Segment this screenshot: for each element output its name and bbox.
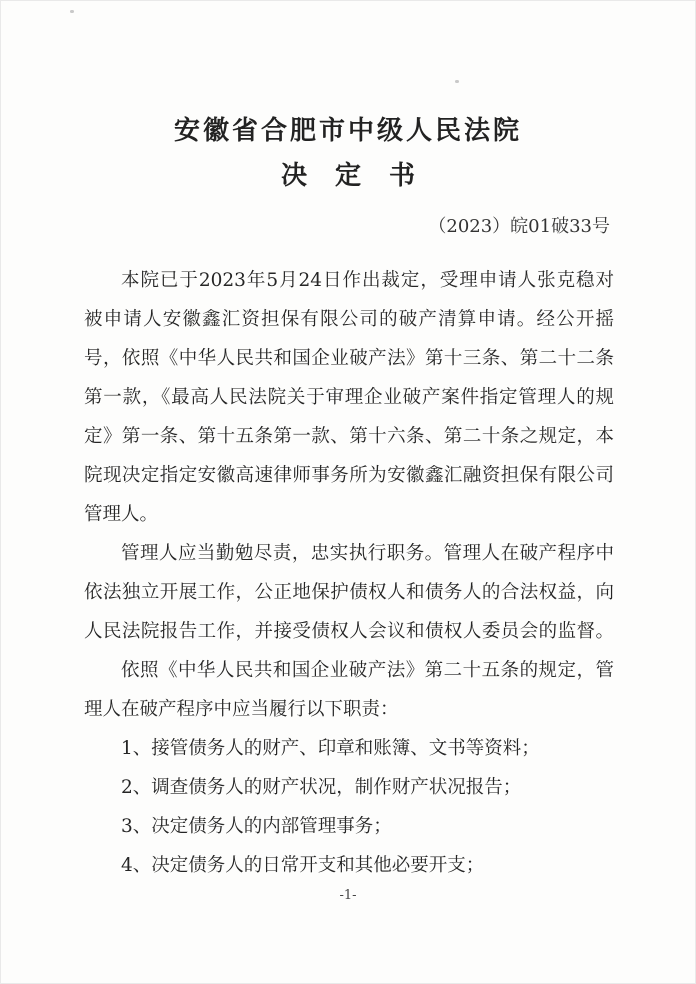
case-number: （2023）皖01破33号 — [428, 216, 610, 237]
paragraph-line: 第一款，《最高人民法院关于审理企业破产案件指定管理人的规 — [84, 387, 614, 408]
duty-item: 4、决定债务人的日常开支和其他必要开支； — [121, 855, 485, 876]
paragraph-line: 管理人应当勤勉尽责，忠实执行职务。管理人在破产程序中 — [121, 543, 614, 564]
duty-item: 2、调查债务人的财产状况，制作财产状况报告； — [121, 777, 522, 798]
page-number: -1- — [339, 888, 357, 903]
duty-item: 3、决定债务人的内部管理事务； — [121, 816, 392, 837]
paragraph-line: 依照《中华人民共和国企业破产法》第二十五条的规定，管 — [121, 660, 614, 681]
paragraph-line: 管理人。 — [84, 504, 159, 525]
paragraph-line: 被申请人安徽鑫汇资担保有限公司的破产清算申请。经公开摇 — [84, 309, 614, 330]
paragraph-line: 人民法院报告工作，并接受债权人会议和债权人委员会的监督。 — [84, 621, 614, 642]
document-type-title: 决定书 — [280, 161, 443, 191]
paragraph-line: 院现决定指定安徽高速律师事务所为安徽鑫汇融资担保有限公司 — [84, 465, 614, 486]
duty-item: 1、接管债务人的财产、印章和账簿、文书等资料； — [121, 738, 540, 759]
scan-speck — [455, 80, 459, 83]
paragraph-line: 号，依照《中华人民共和国企业破产法》第十三条、第二十二条 — [84, 348, 614, 369]
scan-speck — [70, 10, 74, 13]
paragraph-line: 定》第一条、第十五条第一款、第十六条、第二十条之规定，本 — [84, 426, 614, 447]
paragraph-line: 本院已于2023年5月24日作出裁定，受理申请人张克稳对 — [121, 270, 614, 291]
paragraph-line: 依法独立开展工作，公正地保护债权人和债务人的合法权益，向 — [84, 582, 614, 603]
paragraph-line: 理人在破产程序中应当履行以下职责： — [84, 699, 399, 720]
court-name: 安徽省合肥市中级人民法院 — [173, 116, 522, 146]
